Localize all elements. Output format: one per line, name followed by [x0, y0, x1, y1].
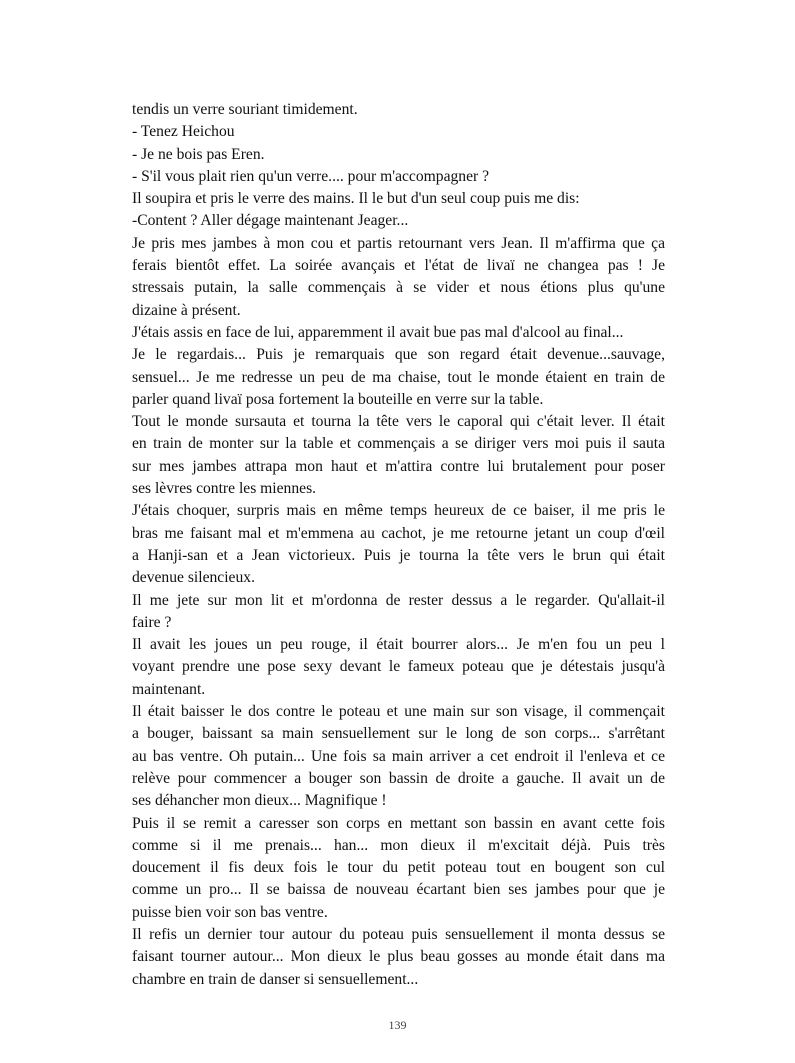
- text-line: parler quand livaï posa fortement la bouteille en verre sur la table.: [132, 390, 544, 408]
- text-line: tendis un verre souriant timidement.: [132, 101, 358, 118]
- text-line: - Je ne bois pas Eren.: [132, 145, 265, 163]
- text-line: stressais putain, la salle commençais à se vider et nous étions plus qu'une: [132, 279, 665, 297]
- text-line: ses déhancher mon dieux... Magnifique !: [132, 792, 387, 810]
- text-line: a bouger, baissant sa main sensuellement sur le long de son corps... s'arrêtant: [132, 725, 665, 743]
- text-line: au bas ventre. Oh putain... Une fois sa main arriver a cet endroit il l'enleva et ce: [132, 747, 665, 765]
- text-line: ferais bientôt effet. La soirée avançais et l'état de livaï ne changea pas ! Je: [132, 257, 665, 275]
- text-line: relève pour commencer a bouger son bassin de droite a gauche. Il avait un de: [132, 769, 665, 787]
- text-line: sur mes jambes attrapa mon haut et m'attira contre lui brutalement pour poser: [132, 457, 665, 475]
- text-line: Il était baisser le dos contre le poteau et une main sur son visage, il commençait: [132, 703, 665, 721]
- text-line: voyant prendre une pose sexy devant le fameux poteau que je détestais jusqu'à: [132, 658, 665, 676]
- text-line: Tout le monde sursauta et tourna la tête vers le caporal qui c'était lever. Il était: [132, 413, 665, 431]
- body-text: [132, 99, 665, 991]
- text-line: - Tenez Heichou: [132, 123, 235, 141]
- text-line: Je pris mes jambes à mon cou et partis retournant vers Jean. Il m'affirma que ça: [132, 234, 665, 252]
- text-line: J'étais choquer, surpris mais en même temps heureux de ce baiser, il me pris le: [132, 502, 665, 520]
- text-line: doucement il fis deux fois le tour du petit poteau tout en bougent son cul: [132, 859, 665, 877]
- page-number: 139: [388, 1018, 407, 1032]
- text-line: puisse bien voir son bas ventre.: [132, 903, 328, 921]
- text-line: en train de monter sur la table et commençais a se diriger vers moi puis il sauta: [132, 435, 665, 453]
- text-line: - S'il vous plait rien qu'un verre.... pour m'accompagner ?: [132, 167, 490, 185]
- text-line: chambre en train de danser si sensuellement...: [132, 970, 419, 988]
- text-line: Je le regardais... Puis je remarquais que son regard était devenue...sauvage,: [132, 346, 665, 364]
- text-line: comme un pro... Il se baissa de nouveau écartant bien ses jambes pour que je: [132, 881, 665, 899]
- text-line: Il me jete sur mon lit et m'ordonna de rester dessus a le regarder. Qu'allait-il: [132, 591, 665, 609]
- text-line: a Hanji-san et a Jean victorieux. Puis je tourna la tête vers le brun qui était: [132, 546, 665, 564]
- text-line: faire ?: [132, 613, 172, 631]
- text-line: devenue silencieux.: [132, 569, 255, 587]
- text-line: maintenant.: [132, 680, 206, 698]
- text-line: Il soupira et pris le verre des mains. Il le but d'un seul coup puis me dis:: [132, 190, 580, 208]
- text-line: faisant tourner autour... Mon dieux le plus beau gosses au monde était dans ma: [132, 948, 665, 966]
- text-line: sensuel... Je me redresse un peu de ma chaise, tout le monde étaient en train de: [132, 368, 665, 386]
- text-line: Il refis un dernier tour autour du poteau puis sensuellement il monta dessus se: [132, 925, 665, 943]
- text-line: J'étais assis en face de lui, apparemment il avait bue pas mal d'alcool au final...: [132, 323, 624, 341]
- text-line: -Content ? Aller dégage maintenant Jeager...: [132, 212, 409, 230]
- text-line: Puis il se remit a caresser son corps en mettant son bassin en avant cette fois: [132, 814, 665, 832]
- text-line: Il avait les joues un peu rouge, il était bourrer alors... Je m'en fou un peu l: [132, 636, 665, 654]
- text-line: ses lèvres contre les miennes.: [132, 480, 317, 498]
- text-line: comme si il me prenais... han... mon dieux il m'excitait déjà. Puis très: [132, 836, 665, 854]
- text-line: dizaine à présent.: [132, 301, 241, 319]
- text-line: bras me faisant mal et m'emmena au cachot, je me retourne jetant un coup d'œil: [132, 524, 665, 542]
